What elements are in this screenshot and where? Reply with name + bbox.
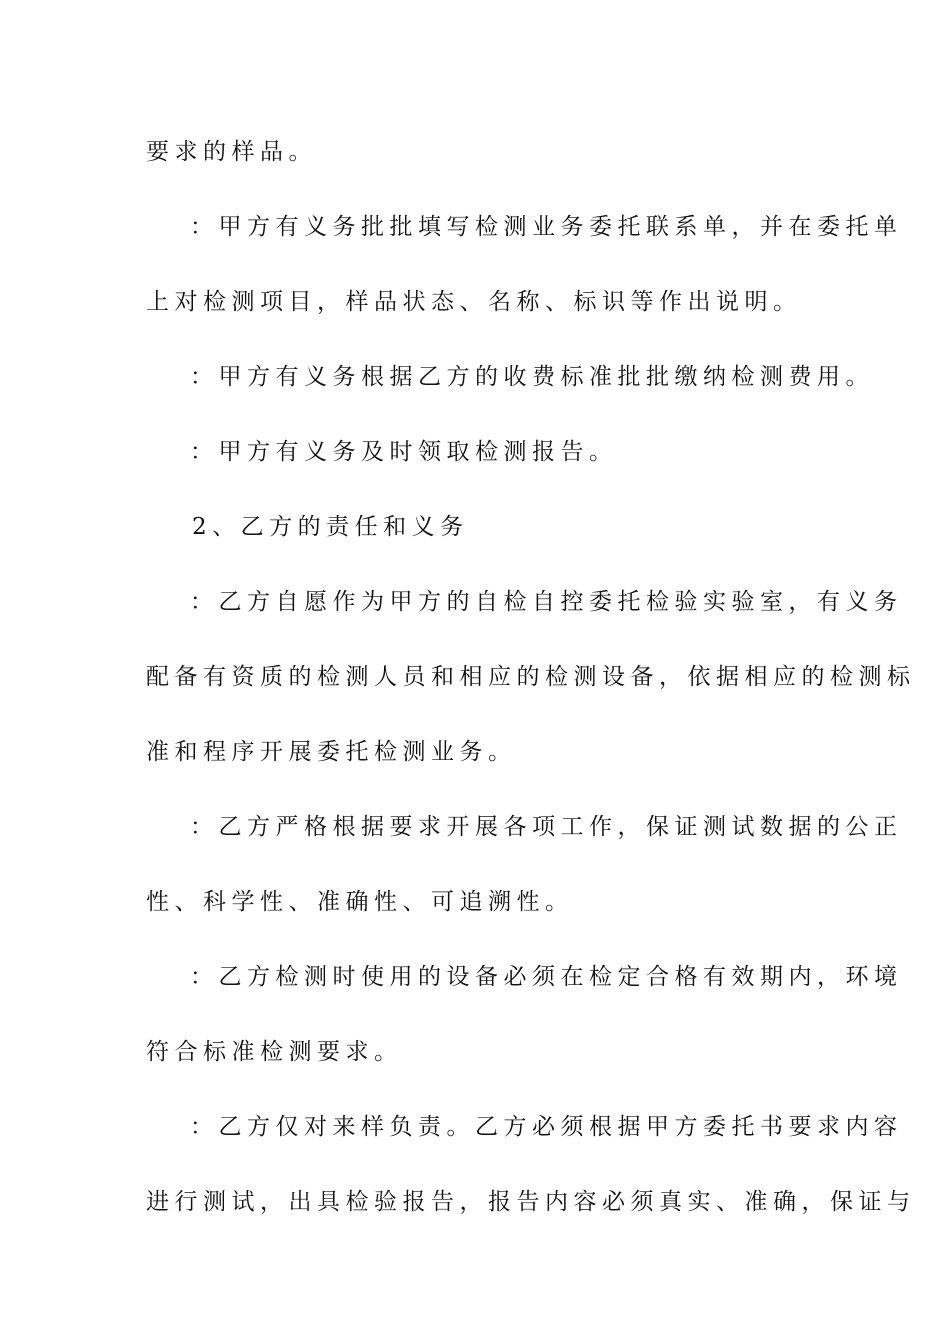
paragraph-line: ：乙方严格根据要求开展各项工作，保证测试数据的公正	[190, 814, 903, 840]
paragraph-line: 上对检测项目，样品状态、名称、标识等作出说明。	[146, 289, 802, 315]
paragraph-line: ：乙方检测时使用的设备必须在检定合格有效期内，环境	[190, 964, 903, 990]
paragraph-line: ：乙方仅对来样负责。乙方必须根据甲方委托书要求内容	[190, 1114, 903, 1140]
paragraph-line: 要求的样品。	[146, 139, 317, 165]
paragraph-line: ：乙方自愿作为甲方的自检自控委托检验实验室，有义务	[190, 589, 903, 615]
paragraph-line: ：甲方有义务及时领取检测报告。	[190, 439, 618, 465]
paragraph-line: 准和程序开展委托检测业务。	[146, 739, 517, 765]
paragraph-line: 符合标准检测要求。	[146, 1039, 403, 1065]
section-heading: 2、乙方的责任和义务	[192, 514, 469, 540]
paragraph-line: ：甲方有义务根据乙方的收费标准批批缴纳检测费用。	[190, 364, 874, 390]
paragraph-line: ：甲方有义务批批填写检测业务委托联系单，并在委托单	[190, 214, 903, 240]
paragraph-line: 性、科学性、准确性、可追溯性。	[146, 889, 574, 915]
paragraph-line: 配备有资质的检测人员和相应的检测设备，依据相应的检测标	[146, 664, 916, 690]
paragraph-line: 进行测试，出具检验报告，报告内容必须真实、准确，保证与	[146, 1189, 916, 1215]
